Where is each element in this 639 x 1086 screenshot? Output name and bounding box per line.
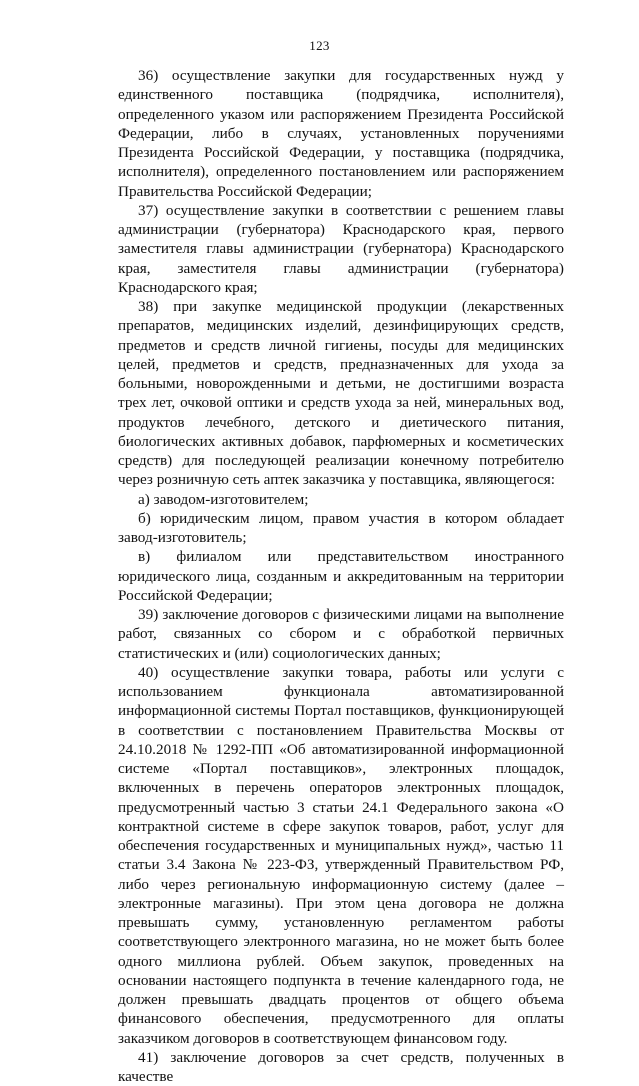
paragraph-item-38: 38) при закупке медицинской продукции (лекарственных препаратов, медицинских изделий, дезинфицирующих средств, предметов и средств личной гигиены, посуды для медицинских целей, предметов и средств, предназначенных для ухода за больными, новорожденными и детьми, не достигшими возраста трех лет, очковой оптики и средств ухода за ней, минеральных вод, продуктов лечебного, детского и диетического питания, биологических активных добавок, парфюмерных и косметических средств) для последующей реализации конечному потребителю через розничную сеть аптек заказчика у поставщика, являющегося: <box>118 298 564 489</box>
page-number: 123 <box>309 38 330 53</box>
paragraph-item-39: 39) заключение договоров с физическими лицами на выполнение работ, связанных со сбором и с обработкой первичных статистических и (или) социологических данных; <box>118 606 564 662</box>
paragraph-subitem-a: а) заводом-изготовителем; <box>138 490 309 508</box>
paragraph-item-37: 37) осуществление закупки в соответствии с решением главы администрации (губернатора) Краснодарского края, первого заместителя главы администрации (губернатора) Краснодарского края, заместителя главы администрации (губернатора) Краснодарского края; <box>118 201 564 296</box>
document-body <box>118 66 564 1086</box>
paragraph-item-36: 36) осуществление закупки для государственных нужд у единственного поставщика (подрядчика, исполнителя), определенного указом или распоряжением Президента Российской Федерации, либо в случаях, установленных поручениями Президента Российской Федерации, у поставщика (подрядчика, исполнителя), определенного постановлением или распоряжением Правительства Российской Федерации; <box>118 67 564 200</box>
paragraph-subitem-b: б) юридическим лицом, правом участия в котором обладает завод-изготовитель; <box>118 509 564 546</box>
paragraph-item-40: 40) осуществление закупки товара, работы или услуги с использованием функционала автоматизированной информационной системы Портал поставщиков, функционирующей в соответствии с постановлением Правительства Москвы от 24.10.2018 № 1292-ПП «Об автоматизированной информационной системе «Портал поставщиков», электронных площадок, включенных в перечень операторов электронных площадок, предусмотренный частью 3 статьи 24.1 Федерального закона «О контрактной системе в сфере закупок товаров, работ, услуг для обеспечения государственных и муниципальных нужд», частью 11 статьи 3.4 Закона № 223-ФЗ, утвержденный Правительством РФ, либо через региональную информационную систему (далее – электронные магазины). При этом цена договора не должна превышать сумму, установленную регламентом работы соответствующего электронного магазина, но не может быть более одного миллиона рублей. Объем закупок, проведенных на основании настоящего подпункта в течение календарного года, не должен превышать двадцать процентов от общего объема финансового обеспечения, предусмотренного для оплаты заказчиком договоров в соответствующем финансовом году. <box>118 663 564 1047</box>
paragraph-item-41: 41) заключение договоров за счет средств, полученных в качестве <box>118 1048 564 1085</box>
paragraph-subitem-v: в) филиалом или представительством иностранного юридического лица, созданным и аккредитованным на территории Российской Федерации; <box>118 548 564 604</box>
